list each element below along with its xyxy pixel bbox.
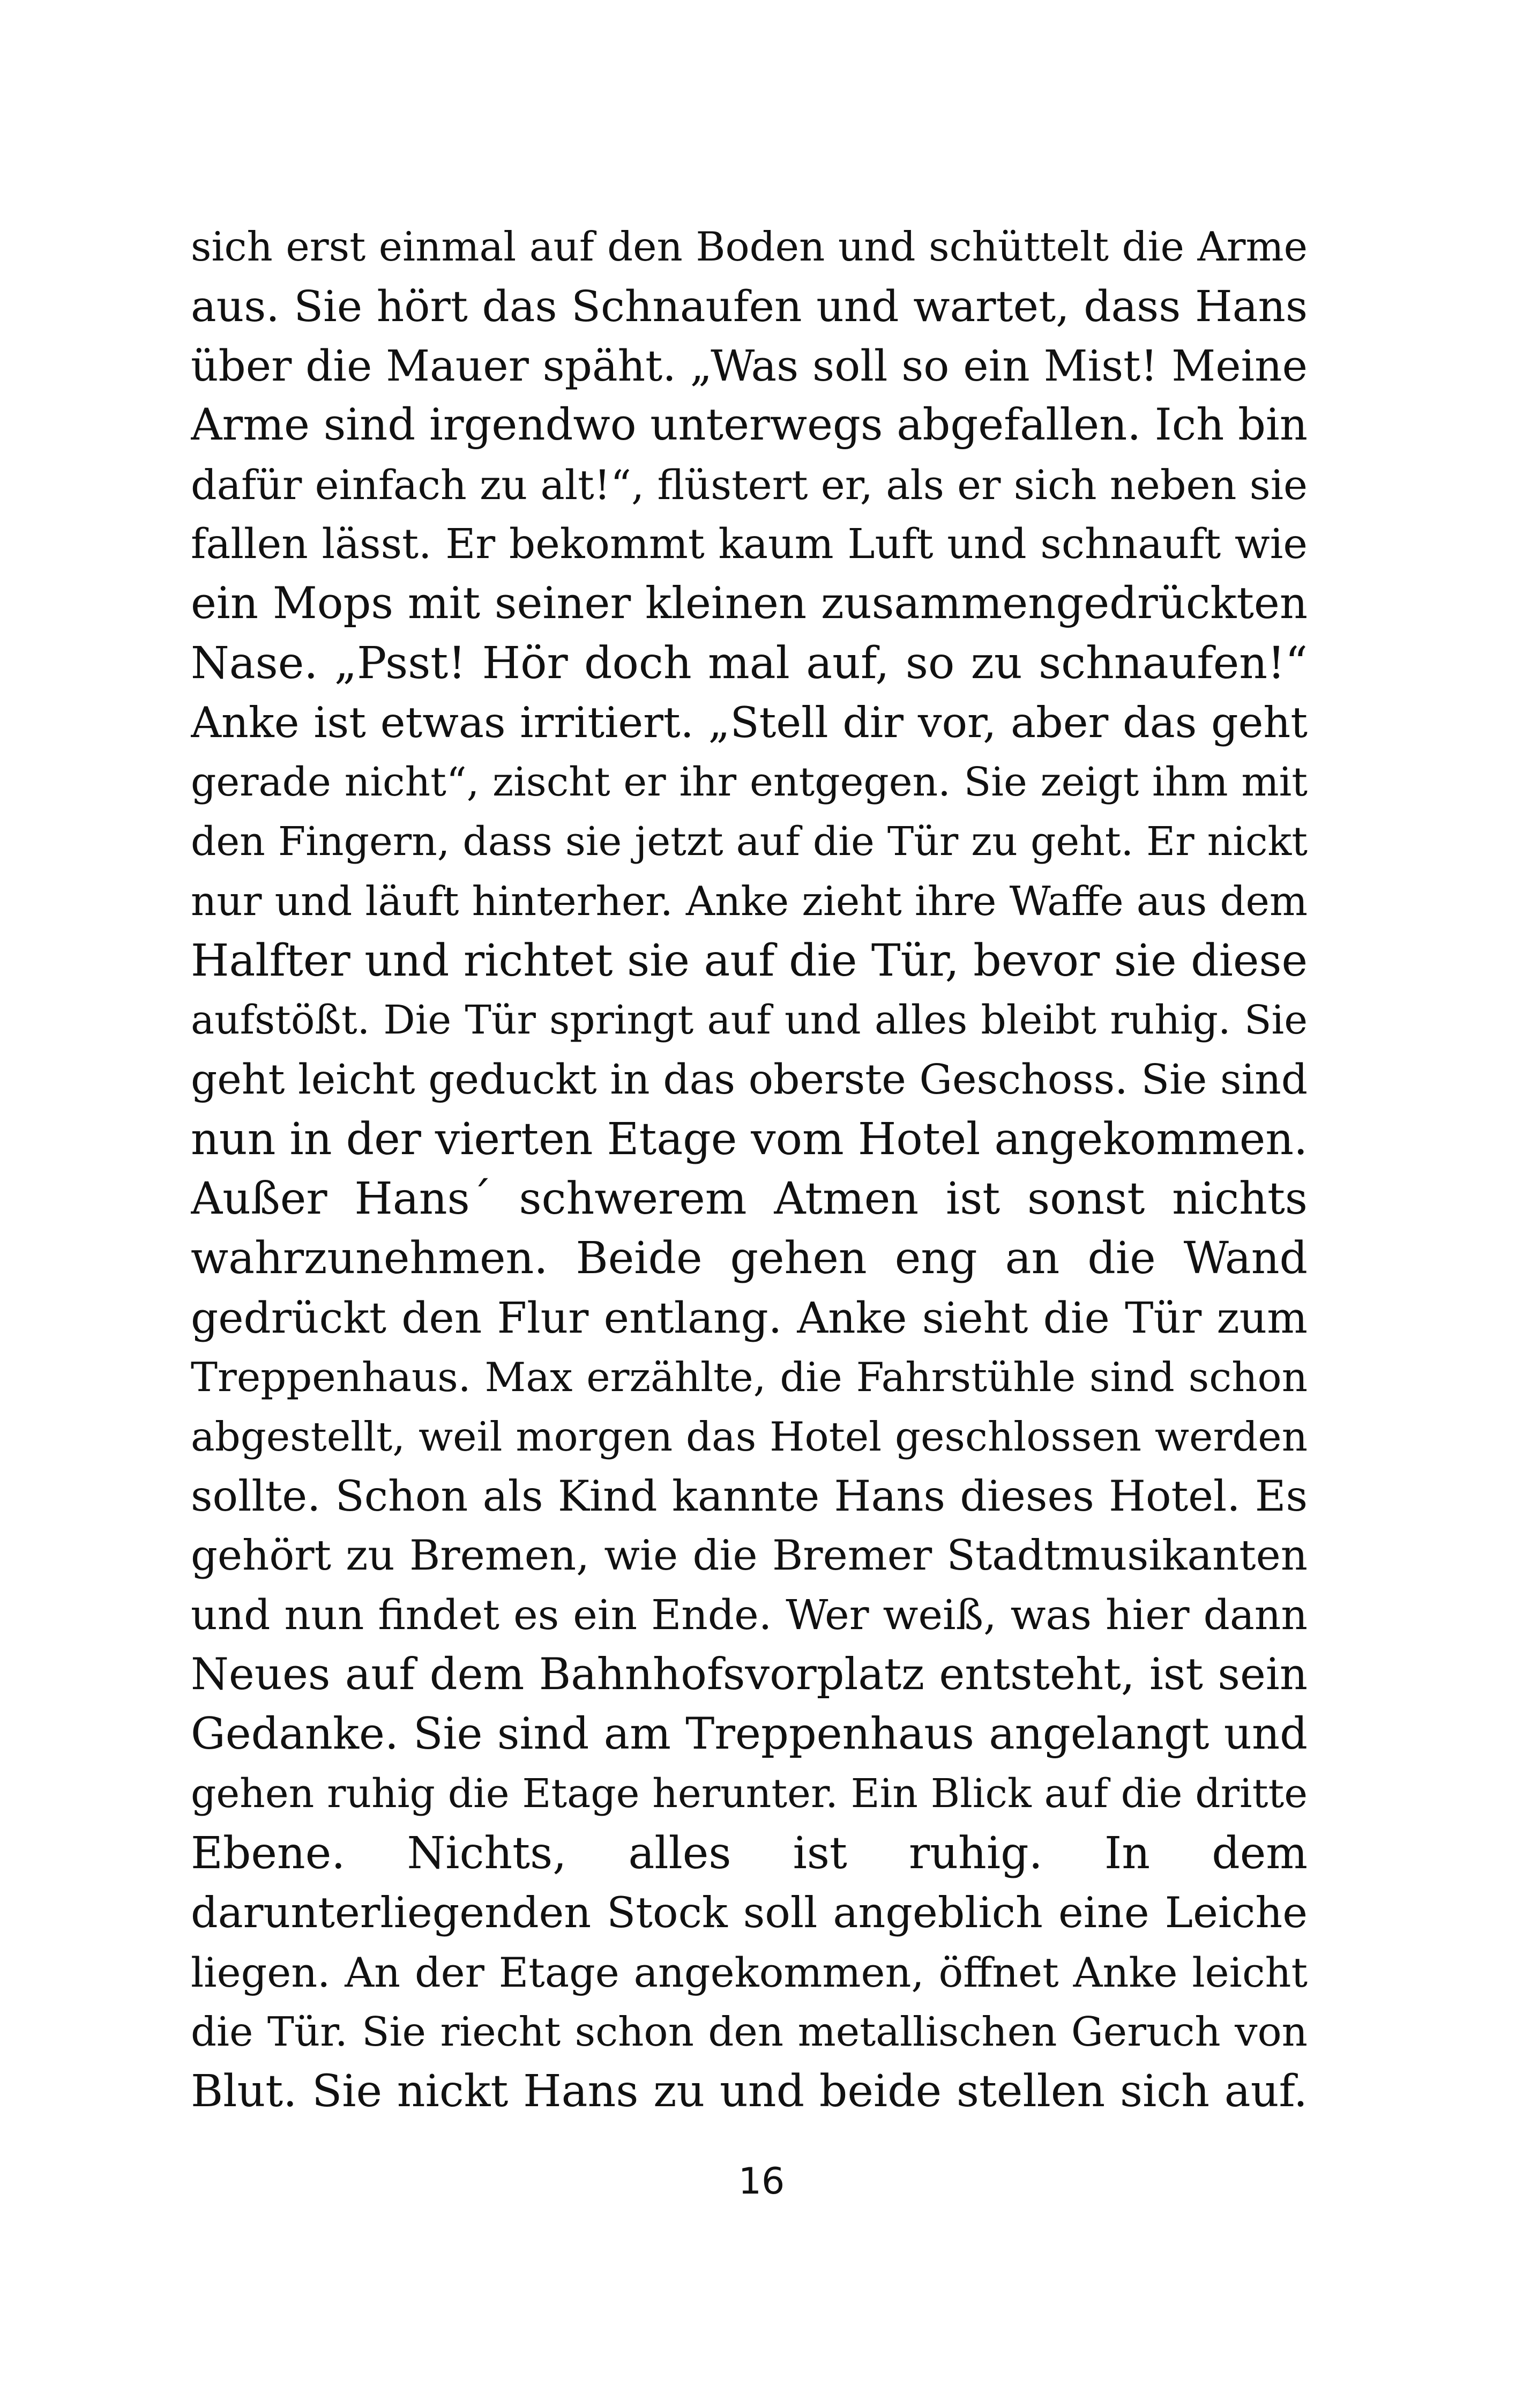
text-line: dafür einfach zu alt!“, flüstert er, als er sich neben sie xyxy=(191,461,1308,509)
text-line: sich erst einmal auf den Boden und schüttelt die Arme xyxy=(191,223,1308,270)
text-line: Halfter und richtet sie auf die Tür, bevor sie diese xyxy=(191,935,1308,986)
text-line: nun in der vierten Etage vom Hotel angekommen. xyxy=(191,1114,1308,1165)
text-line: gerade nicht“, zischt er ihr entgegen. Sie zeigt ihm mit xyxy=(191,759,1308,805)
body-text xyxy=(191,217,1308,2121)
text-line: gehen ruhig die Etage herunter. Ein Blick auf die dritte xyxy=(191,1771,1308,1817)
text-line: Nase. „Psst! Hör doch mal auf, so zu schnaufen!“ xyxy=(191,638,1308,689)
text-line: wahrzunehmen. Beide gehen eng an die Wand xyxy=(191,1233,1308,1284)
text-line: Neues auf dem Bahnhofsvorplatz entsteht, ist sein xyxy=(191,1649,1308,1700)
text-line: fallen lässt. Er bekommt kaum Luft und schnauft wie xyxy=(191,521,1308,568)
text-line: die Tür. Sie riecht schon den metallischen Geruch von xyxy=(191,2008,1308,2055)
text-line: Arme sind irgendwo unterwegs abgefallen. Ich bin xyxy=(191,400,1308,450)
text-line: abgestellt, weil morgen das Hotel geschlossen werden xyxy=(191,1413,1308,1460)
text-line: nur und läuft hinterher. Anke zieht ihre Waffe aus dem xyxy=(191,878,1308,925)
text-line: geht leicht geduckt in das oberste Geschoss. Sie sind xyxy=(191,1056,1308,1104)
text-line: gehört zu Bremen, wie die Bremer Stadtmusikanten xyxy=(191,1532,1308,1580)
text-line: Anke ist etwas irritiert. „Stell dir vor, aber das geht xyxy=(191,698,1308,747)
text-line: darunterliegenden Stock soll angeblich eine Leiche xyxy=(191,1888,1308,1937)
text-line: Außer Hans´ schwerem Atmen ist sonst nichts xyxy=(191,1173,1308,1224)
text-line: und nun findet es ein Ende. Wer weiß, was hier dann xyxy=(191,1592,1308,1639)
text-line: den Fingern, dass sie jetzt auf die Tür zu geht. Er nickt xyxy=(191,819,1308,865)
text-line: Treppenhaus. Max erzählte, die Fahrstühle sind schon xyxy=(191,1354,1308,1401)
text-line: über die Mauer späht. „Was soll so ein Mist! Meine xyxy=(191,341,1308,391)
text-line: aufstößt. Die Tür springt auf und alles bleibt ruhig. Sie xyxy=(191,997,1308,1043)
text-line: gedrückt den Flur entlang. Anke sieht die Tür zum xyxy=(191,1293,1308,1343)
text-line: liegen. An der Etage angekommen, öffnet Anke leicht xyxy=(191,1949,1308,1996)
text-line: Blut. Sie nickt Hans zu und beide stellen sich auf. xyxy=(191,2066,1308,2117)
text-line: aus. Sie hört das Schnaufen und wartet, dass Hans xyxy=(191,281,1308,331)
text-line: sollte. Schon als Kind kannte Hans dieses Hotel. Es xyxy=(191,1471,1308,1521)
text-line: ein Mops mit seiner kleinen zusammengedrückten xyxy=(191,578,1308,629)
text-line: Gedanke. Sie sind am Treppenhaus angelangt und xyxy=(191,1709,1308,1759)
text-line: Ebene. Nichts, alles ist ruhig. In dem xyxy=(191,1828,1308,1879)
page-number: 16 xyxy=(738,2160,785,2203)
